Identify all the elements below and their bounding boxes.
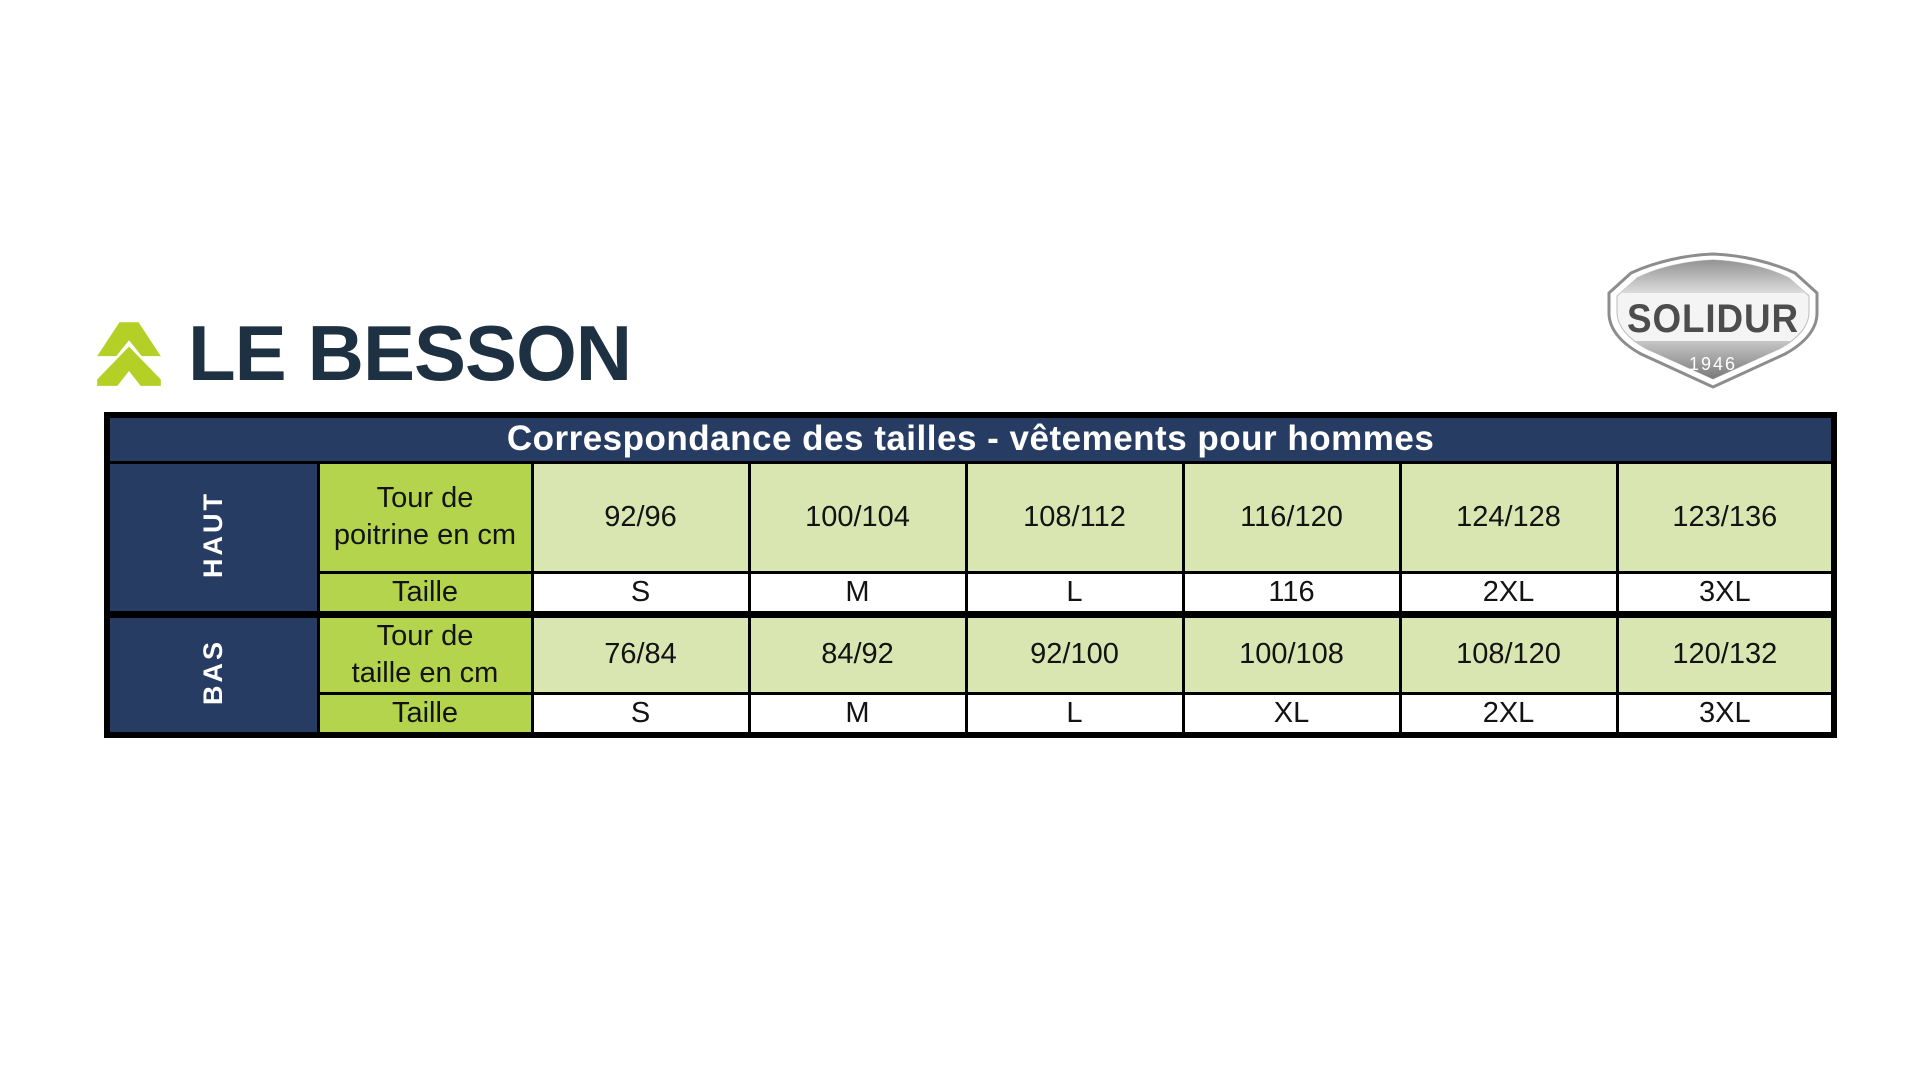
row-label-taille-haut: Taille: [318, 572, 532, 614]
waist-value-cell: 84/92: [749, 614, 966, 693]
double-chevron-up-icon: [94, 319, 164, 387]
section-label-haut: HAUT: [107, 462, 318, 614]
brand-word-le: LE: [188, 309, 286, 397]
size-value-cell: L: [966, 572, 1183, 614]
row-label-tour-de-poitrine: Tour de poitrine en cm: [318, 462, 532, 572]
chest-value-cell: 108/112: [966, 462, 1183, 572]
chest-value-cell: 124/128: [1400, 462, 1617, 572]
size-value-cell: 3XL: [1617, 693, 1834, 735]
le-besson-logo: [94, 309, 632, 397]
size-value-cell: S: [532, 693, 749, 735]
size-value-cell: 116: [1183, 572, 1400, 614]
size-value-cell: M: [749, 693, 966, 735]
bas-waist-row: [107, 614, 1834, 693]
size-value-cell: S: [532, 572, 749, 614]
size-value-cell: M: [749, 572, 966, 614]
waist-value-cell: 92/100: [966, 614, 1183, 693]
table-title: Correspondance des tailles - vêtements pour hommes: [107, 415, 1834, 462]
chest-value-cell: 116/120: [1183, 462, 1400, 572]
brand-word-besson: BESSON: [307, 309, 632, 397]
waist-value-cell: 108/120: [1400, 614, 1617, 693]
chest-value-cell: 123/136: [1617, 462, 1834, 572]
waist-value-cell: 120/132: [1617, 614, 1834, 693]
waist-value-cell: 100/108: [1183, 614, 1400, 693]
badge-year: 1946: [1688, 354, 1738, 374]
bas-size-row: [107, 693, 1834, 735]
solidur-badge: [1596, 248, 1830, 394]
size-value-cell: L: [966, 693, 1183, 735]
row-label-taille-bas: Taille: [318, 693, 532, 735]
waist-value-cell: 76/84: [532, 614, 749, 693]
brand-wordmark: [188, 309, 632, 397]
table-title-row: [107, 415, 1834, 462]
size-value-cell: 3XL: [1617, 572, 1834, 614]
haut-size-row: [107, 572, 1834, 614]
badge-title: SOLIDUR: [1627, 297, 1799, 341]
section-label-bas: BAS: [107, 614, 318, 735]
haut-chest-row: [107, 462, 1834, 572]
size-value-cell: 2XL: [1400, 572, 1617, 614]
size-value-cell: XL: [1183, 693, 1400, 735]
chest-value-cell: 92/96: [532, 462, 749, 572]
row-label-tour-de-taille: Tour de taille en cm: [318, 614, 532, 693]
size-value-cell: 2XL: [1400, 693, 1617, 735]
size-correspondence-table: [104, 412, 1837, 738]
chest-value-cell: 100/104: [749, 462, 966, 572]
